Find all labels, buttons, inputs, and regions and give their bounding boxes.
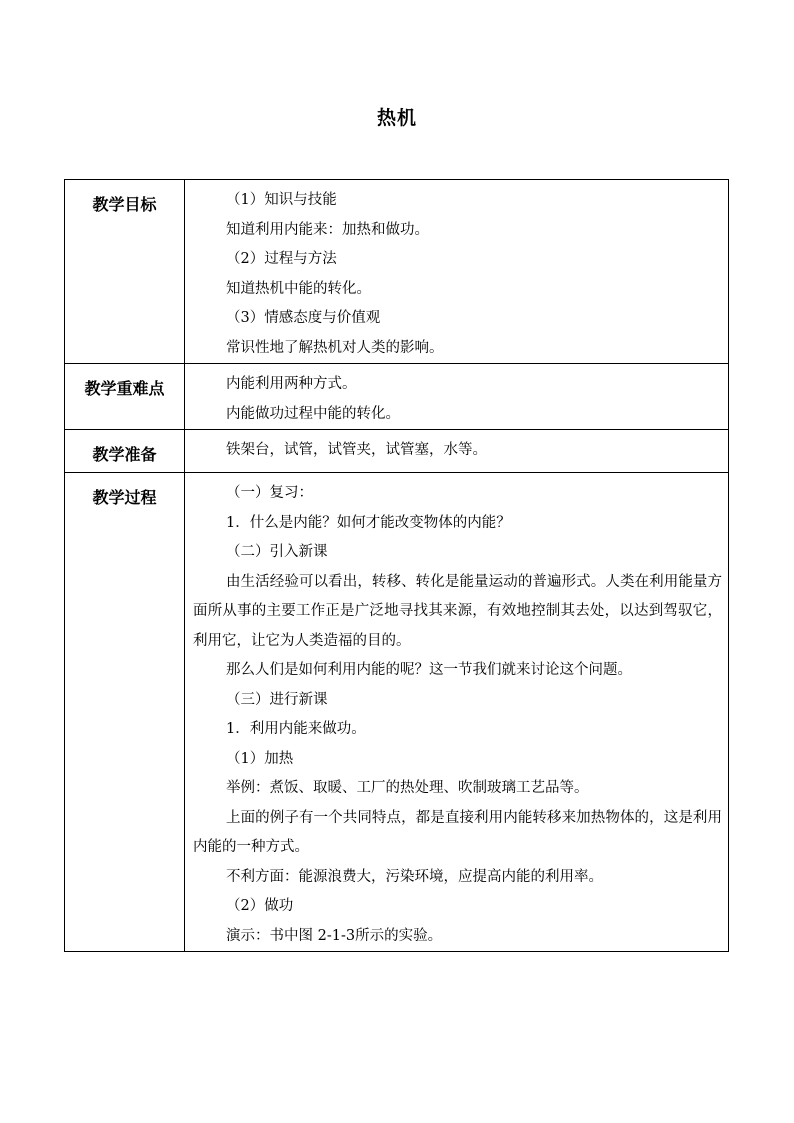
table-row-goals [65, 180, 729, 364]
row-content-goals [185, 180, 729, 364]
goals-line-3: （2）过程与方法 [226, 251, 337, 267]
process-paragraph-energy: 由生活经验可以看出，转移、转化是能量运动的普遍形式。人类在利用能量方面所从事的主要工作正是广泛地寻找其来源，有效地控制其去处，以达到驾驭它，利用它，让它为人类造福的目的。 [193, 573, 722, 649]
table-row-key-points [65, 364, 729, 430]
process-line-review: （一）复习： [226, 485, 313, 501]
table-row-preparation [65, 430, 729, 473]
process-line-demo: 演示：书中图 2-1-3所示的实验。 [226, 927, 443, 944]
process-line-drawbacks: 不利方面：能源浪费大，污染环境，应提高内能的利用率。 [226, 868, 603, 885]
goals-line-4: 知道热机中能的转化。 [226, 280, 371, 297]
goals-line-6: 常识性地了解热机对人类的影响。 [226, 339, 444, 356]
key-points-line-1: 内能利用两种方式。 [226, 376, 357, 392]
process-line-intro: （二）引入新课 [226, 544, 328, 560]
row-label-process: 教学过程 [65, 473, 185, 952]
row-content-process [185, 473, 729, 952]
process-line-how: 那么人们是如何利用内能的呢？这一节我们就来讨论这个问题。 [226, 662, 632, 678]
process-line-use-work: 1．利用内能来做功。 [226, 721, 366, 737]
goals-line-5: （3）情感态度与价值观 [226, 310, 381, 326]
table-row-process [65, 473, 729, 952]
document-title: 热机 [376, 107, 417, 129]
process-line-question: 1．什么是内能？如何才能改变物体的内能？ [226, 514, 511, 531]
goals-line-1: （1）知识与技能 [226, 192, 337, 208]
process-line-examples: 举例：煮饭、取暖、工厂的热处理、吹制玻璃工艺品等。 [226, 780, 589, 796]
row-label-preparation: 教学准备 [65, 430, 185, 473]
row-content-preparation [185, 430, 729, 473]
process-line-heating: （1）加热 [226, 750, 294, 767]
row-label-goals: 教学目标 [65, 180, 185, 364]
row-content-key-points [185, 364, 729, 430]
row-label-key-points: 教学重难点 [65, 364, 185, 430]
process-line-work: （2）做功 [226, 898, 294, 914]
process-line-new-lesson: （三）进行新课 [226, 691, 328, 708]
key-points-line-2: 内能做功过程中能的转化。 [226, 405, 400, 422]
lesson-plan-table [64, 179, 729, 952]
preparation-line-1: 铁架台，试管，试管夹，试管塞，水等。 [226, 442, 487, 458]
process-paragraph-common: 上面的例子有一个共同特点，都是直接利用内能转移来加热物体的，这是利用内能的一种方式。 [193, 809, 722, 855]
goals-line-2: 知道利用内能来：加热和做功。 [226, 221, 429, 238]
